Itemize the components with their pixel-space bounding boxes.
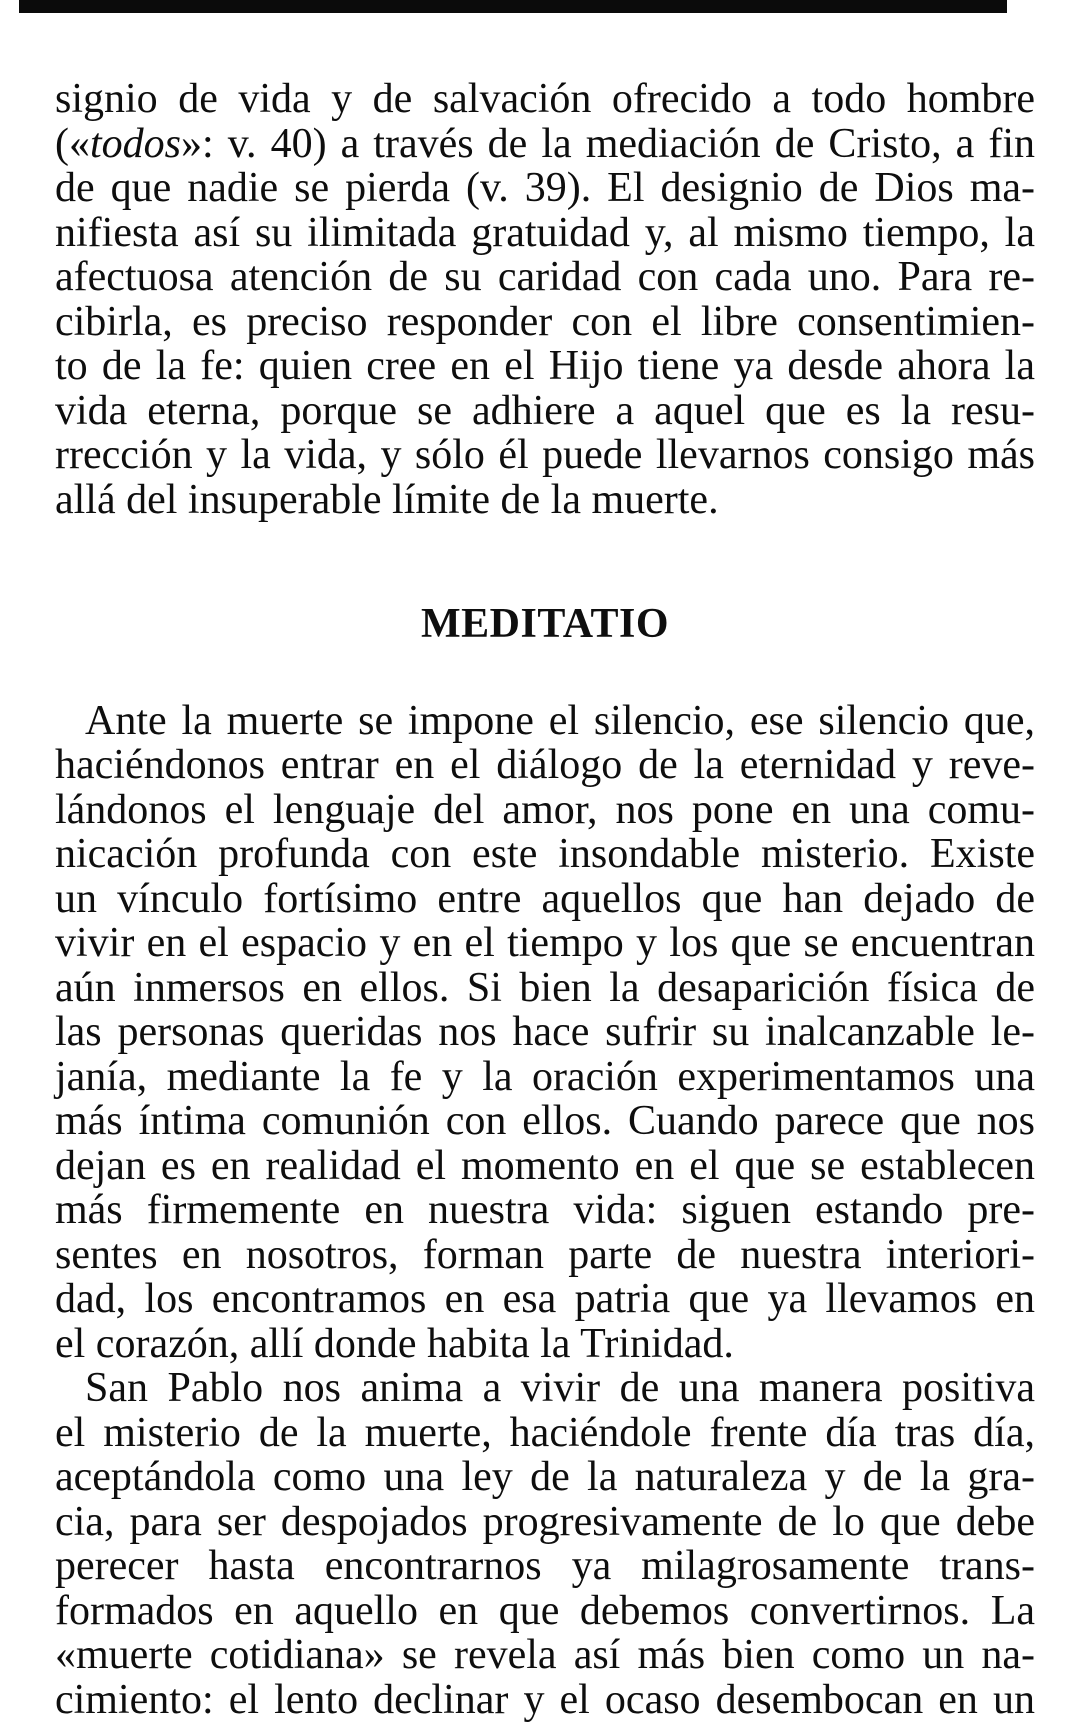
text-line (55, 1233, 1035, 1278)
text-segment: signio de vida y de salvación ofrecido a todo hombre (55, 76, 1035, 122)
text-line (55, 389, 1035, 434)
text-segment: aceptándola como una ley de la naturaleza y de la gra- (55, 1454, 1035, 1500)
text-line (55, 966, 1035, 1011)
text-segment: San Pablo nos anima a vivir de una manera positiva (85, 1365, 1035, 1411)
text-segment: janía, mediante la fe y la oración experimentamos una (55, 1053, 1035, 1100)
text-line (55, 300, 1035, 345)
text-segment: (« (55, 120, 90, 167)
text-segment: más firmemente en nuestra vida: siguen estando pre- (55, 1187, 1035, 1233)
text-line (55, 1366, 1035, 1411)
text-line (55, 211, 1035, 256)
text-segment: sentes en nosotros, forman parte de nuestra interiori- (55, 1231, 1035, 1278)
text-segment: de que nadie se pierda (v. 39). El designio de Dios ma- (55, 165, 1035, 211)
text-line (55, 1188, 1035, 1233)
text-line (55, 1678, 1035, 1723)
text-line (55, 1010, 1035, 1055)
text-segment: cimiento: el lento declinar y el ocaso desembocan en un (55, 1676, 1035, 1723)
text-segment: vida eterna, porque se adhiere a aquel que es la resu- (55, 387, 1035, 434)
text-line (55, 1589, 1035, 1634)
text-segment: las personas queridas nos hace sufrir su inalcanzable le- (55, 1009, 1035, 1055)
text-segment: un vínculo fortísimo entre aquellos que han dejado de (55, 875, 1035, 922)
text-line (55, 1055, 1035, 1100)
text-segment: afectuosa atención de su caridad con cada uno. Para re- (55, 254, 1035, 300)
text-line (55, 77, 1035, 122)
text-segment: «muerte cotidiana» se revela así más bien como un na- (55, 1632, 1035, 1678)
paragraph-continuation (55, 77, 1035, 522)
text-segment: dejan es en realidad el momento en el que se establecen (55, 1142, 1035, 1189)
section-heading-meditatio: MEDITATIO (421, 601, 669, 647)
text-line (55, 1633, 1035, 1678)
text-line (55, 255, 1035, 300)
page-text-column (55, 0, 1035, 1722)
text-line (55, 743, 1035, 788)
text-segment: to de la fe: quien cree en el Hijo tiene ya desde ahora la (55, 343, 1035, 389)
text-line (55, 166, 1035, 211)
paragraph-meditatio-1 (55, 699, 1035, 1367)
text-segment: el misterio de la muerte, haciéndole frente día tras día, (55, 1409, 1035, 1456)
text-line (55, 433, 1035, 478)
text-segment: nicación profunda con este insondable misterio. Existe (55, 831, 1035, 877)
text-segment: lándonos el lenguaje del amor, nos pone en una comu- (55, 786, 1035, 833)
text-line (55, 122, 1035, 167)
text-line (55, 1144, 1035, 1189)
text-segment: »: v. 40) a través de la mediación de Cristo, a fin (181, 120, 1035, 167)
text-segment: vivir en el espacio y en el tiempo y los que se encuentran (55, 920, 1035, 966)
italic-text-segment: todos (90, 120, 182, 167)
text-segment: aún inmersos en ellos. Si bien la desaparición física de (55, 964, 1035, 1011)
text-segment: allá del insuperable límite de la muerte. (55, 476, 719, 523)
text-segment: dad, los encontramos en esa patria que ya llevamos en (55, 1276, 1035, 1322)
text-line (55, 1099, 1035, 1144)
text-line (55, 1455, 1035, 1500)
text-line (55, 877, 1035, 922)
text-line (55, 344, 1035, 389)
text-segment: el corazón, allí donde habita la Trinidad. (55, 1320, 734, 1367)
text-line (55, 699, 1035, 744)
text-line (55, 1322, 1035, 1367)
text-line (55, 921, 1035, 966)
text-line (55, 478, 1035, 523)
text-line (55, 788, 1035, 833)
text-segment: nifiesta así su ilimitada gratuidad y, al mismo tiempo, la (55, 209, 1035, 256)
paragraph-meditatio-2 (55, 1366, 1035, 1722)
text-line (55, 1544, 1035, 1589)
text-segment: rrección y la vida, y sólo él puede llevarnos consigo más (55, 432, 1035, 478)
text-segment: formados en aquello en que debemos convertirnos. La (55, 1587, 1035, 1634)
text-segment: más íntima comunión con ellos. Cuando parece que nos (55, 1098, 1035, 1144)
text-line (55, 1277, 1035, 1322)
text-segment: haciéndonos entrar en el diálogo de la eternidad y reve- (55, 742, 1035, 788)
text-line (55, 1411, 1035, 1456)
text-segment: Ante la muerte se impone el silencio, ese silencio que, (85, 697, 1035, 744)
text-segment: cia, para ser despojados progresivamente de lo que debe (55, 1498, 1035, 1545)
text-line (55, 832, 1035, 877)
text-line (55, 1500, 1035, 1545)
text-segment: perecer hasta encontrarnos ya milagrosamente trans- (55, 1543, 1035, 1589)
text-segment: cibirla, es preciso responder con el libre consentimien- (55, 298, 1035, 345)
